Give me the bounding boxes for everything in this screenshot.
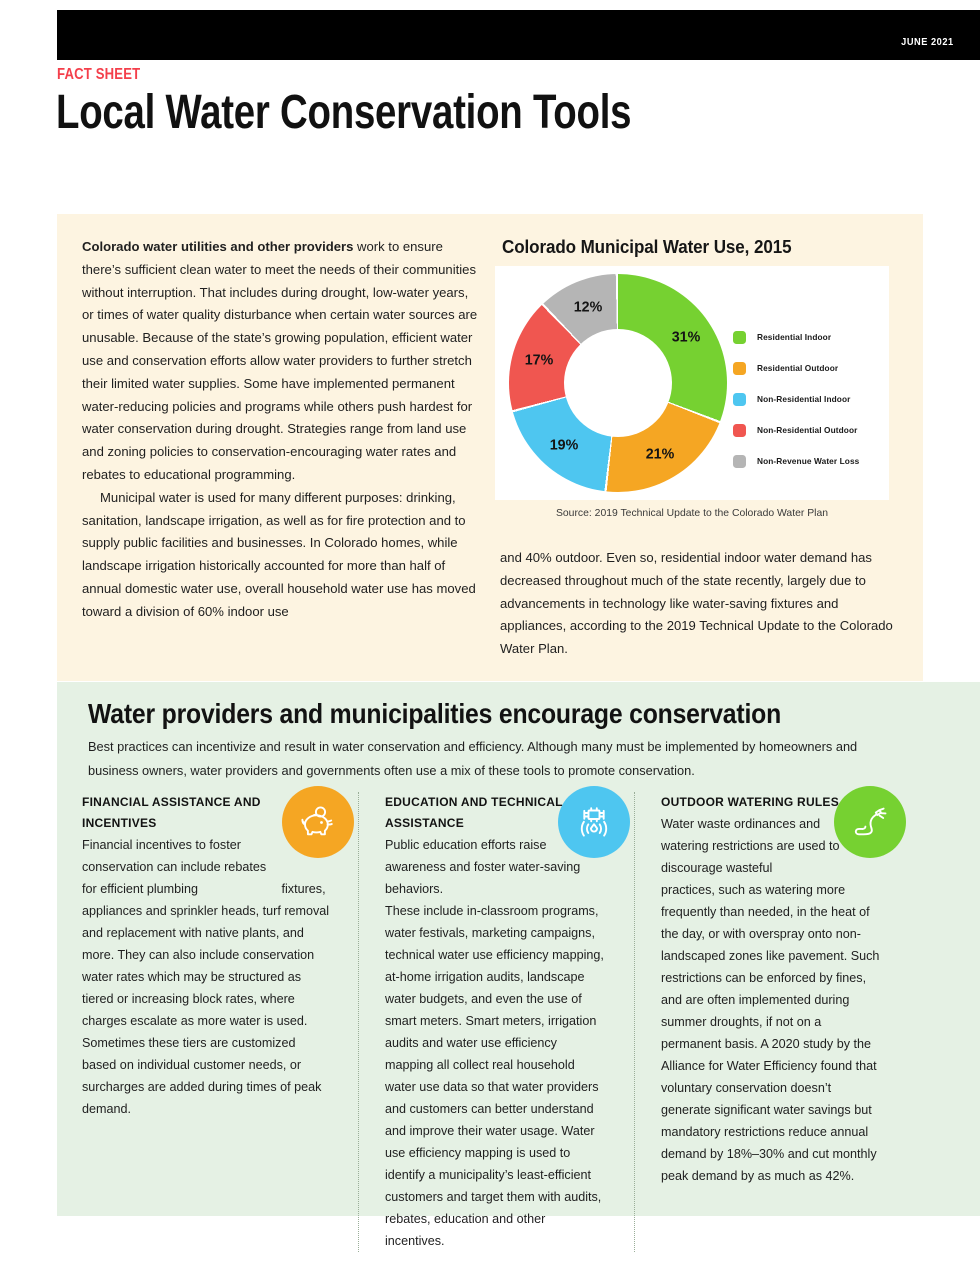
publication-date: JUNE 2021: [901, 36, 954, 48]
donut-slice-label: 12%: [573, 298, 603, 316]
column-heading: FINANCIAL ASSISTANCE AND INCENTIVES: [82, 795, 261, 830]
donut-hole: [564, 329, 672, 437]
column-body: [82, 834, 332, 1120]
intro-paragraph-1-rest: work to ensure there’s sufficient clean water to meet the needs of their communities without interruption. That includes during drought, low-water years, or times of water quality disturbance when certain water sources are unusable. Because of the state’s growing population, efficient water use and conservation efforts allow water providers to further stretch their limited water supplies. Some have implemented permanent water-reducing policies and programs while others push hardest for water conservation during drought. Strategies range from land use and zoning policies to conservation-encouraging water rates and rebates to educational programming.: [82, 239, 478, 482]
intro-left-column: [82, 236, 482, 624]
legend-item: [733, 415, 883, 446]
column-education-technical: [358, 792, 634, 1252]
kicker-label: FACT SHEET: [57, 66, 141, 83]
donut-slice-label: 19%: [549, 436, 579, 453]
chart-source-note: Source: 2019 Technical Update to the Colorado Water Plan: [555, 508, 829, 519]
chart-legend: [733, 322, 883, 477]
chart-title: Colorado Municipal Water Use, 2015: [502, 236, 792, 257]
section-heading: Water providers and municipalities encourage conservation: [88, 698, 782, 729]
column-financial-assistance: [82, 792, 358, 1252]
column-body-start: Financial incentives to foster conservation can include rebates for efficient plumbing: [82, 838, 267, 896]
donut-slice-label: 31%: [671, 328, 701, 346]
column-body-start: Public education efforts raise awareness and foster water-saving behaviors.: [385, 838, 581, 896]
page-title: Local Water Conservation Tools: [56, 86, 632, 139]
intro-paragraph-1: [82, 236, 482, 487]
intro-paragraph-2: Municipal water is used for many different purposes: drinking, sanitation, landscape irrigation, as well as for fire protection and to supply public facilities and businesses. In Colorado homes, while landscape irrigation historically accounted for more than half of annual domestic water use, overall household water use has moved toward a division of 60% indoor use: [82, 489, 476, 619]
legend-label: Non-Revenue Water Loss: [757, 455, 860, 466]
legend-item: [733, 384, 883, 415]
column-body: [661, 813, 884, 1187]
column-heading: OUTDOOR WATERING RULES: [661, 795, 839, 809]
legend-swatch-icon: [733, 331, 746, 344]
column-body-rest: These include in-classroom programs, water festivals, marketing campaigns, technical water use efficiency mapping, at-home irrigation audits, landscape water budgets, and even the use of smart meters. Smart meters, irrigation audits and water use efficiency mapping all collect real household water use data so that water providers and customers can better understand and improve their water usage. Water use efficiency mapping is used to identify a municipality’s least-efficient customers and target them with audits, rebates, education and other incentives.: [385, 904, 604, 1248]
legend-item: [733, 322, 883, 353]
legend-label: Residential Outdoor: [757, 362, 839, 373]
column-heading: EDUCATION AND TECHNICAL ASSISTANCE: [385, 795, 563, 830]
section-intro: Best practices can incentivize and result in water conservation and efficiency. Although many must be implemented by homeowners and business owners, water providers and governments often use a mix of these tools to promote conservation.: [88, 739, 858, 778]
legend-item: [733, 446, 883, 477]
donut-slice-label: 21%: [645, 445, 674, 463]
header-bar: [57, 10, 980, 60]
legend-swatch-icon: [733, 362, 746, 375]
legend-swatch-icon: [733, 393, 746, 406]
legend-swatch-icon: [733, 424, 746, 437]
column-body-rest: fixtures, appliances and sprinkler heads, turf removal and replacement with native plants, and more. They can also include conservation water rates which may be structured as tiered or increasing block rates, where charges escalate as more water is used. Sometimes these tiers are customized based on individual customer needs, or surcharges are added during times of peak demand.: [82, 882, 330, 1116]
legend-label: Non-Residential Outdoor: [757, 424, 858, 435]
column-outdoor-watering: [634, 792, 910, 1252]
column-body-rest: practices, such as watering more frequently than needed, in the heat of the day, or with overspray onto non-landscaped zones like pavement. Such restrictions can be enforced by fines, and are often implemented during summer droughts, if not on a permanent basis. A 2020 study by the Alliance for Water Efficiency found that voluntary conservation doesn’t generate significant water savings but mandatory restrictions reduce annual demand by 18%–30% and cut monthly peak demand by as much as 42%.: [661, 883, 880, 1183]
donut-slice-label: 17%: [524, 351, 554, 369]
donut-chart: [495, 266, 889, 500]
intro-right-column-continued: and 40% outdoor. Even so, residential indoor water demand has decreased throughout much of the state recently, largely due to advancements in technology like water-saving fixtures and appliances, according to the 2019 Technical Update to the Colorado Water Plan.: [500, 550, 893, 657]
donut-graphic: [509, 274, 727, 492]
legend-swatch-icon: [733, 455, 746, 468]
legend-label: Non-Residential Indoor: [757, 393, 851, 404]
column-body: [385, 834, 608, 1252]
legend-item: [733, 353, 883, 384]
intro-lead: Colorado water utilities and other providers: [82, 239, 354, 254]
tools-columns: [82, 792, 910, 1252]
legend-label: Residential Indoor: [757, 331, 832, 342]
column-body-start: Water waste ordinances and watering restrictions are used to discourage wasteful: [661, 817, 840, 875]
